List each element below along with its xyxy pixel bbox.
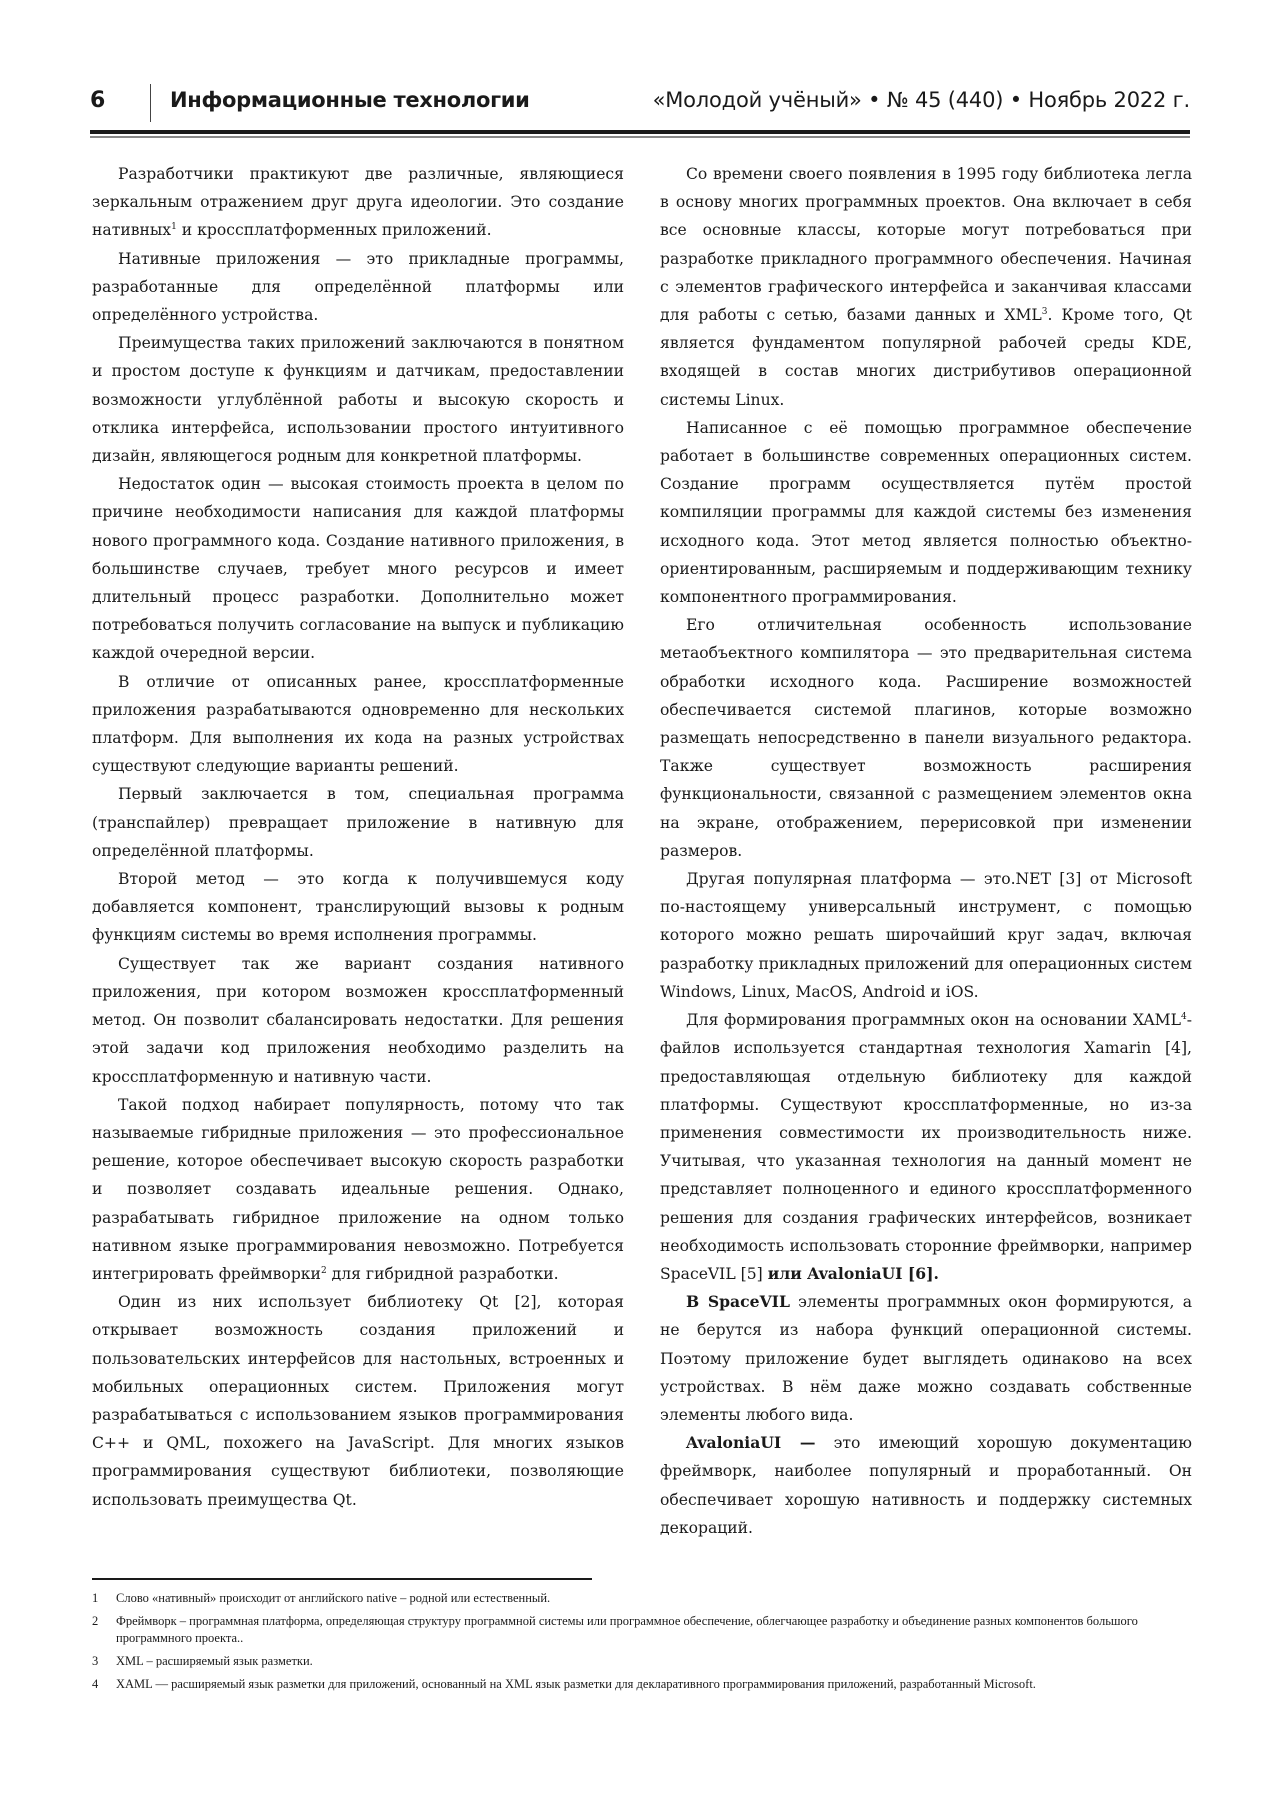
- bold-text: AvaloniaUI —: [686, 1433, 816, 1453]
- header-separator: [150, 84, 151, 122]
- paragraph: Разработчики практикуют две различные, являющиеся зеркальным отражением друг друга идеологии. Это создание нативных$^1$ и кроссплатформенных приложений.: [92, 165, 624, 240]
- paragraph: Первый заключается в том, специальная программа (транспайлер) превращает приложение в нативную для определённой платформы.: [92, 785, 624, 860]
- paragraph: Написанное с её помощью программное обеспечение работает в большинстве современных операционных систем. Создание программ осуществляется путём простой компиляции программы для каждой системы без изменения исходного кода. Этот метод является полностью объектно-ориентированным, расширяемым и поддерживающим технику компонентного программирования.: [660, 418, 1192, 607]
- footnotes: [92, 1590, 1192, 1699]
- paragraph: Такой подход набирает популярность, потому что так называемые гибридные приложения — это профессиональное решение, которое обеспечивает высокую скорость разработки и позволяет создавать идеальные решения. Однако, разрабатывать гибридное приложение на одном только нативном языке программирования невозможно. Потребуется интегрировать фреймворки$^2$ для гибридной разработки.: [92, 1095, 624, 1283]
- running-header: [90, 84, 1190, 130]
- footnote: 3 XML – расширяемый язык разметки.: [92, 1654, 313, 1668]
- paragraph: Второй метод — это когда к получившемуся коду добавляется компонент, транслирующий вызовы к родным функциям системы во время исполнения программы.: [92, 870, 624, 945]
- paragraph: Недостаток один — высокая стоимость проекта в целом по причине необходимости написания для каждой платформы нового программного кода. Создание нативного приложения, в большинстве случаев, требует много ресурсов и имеет длительный процесс разработки. Дополнительно может потребоваться получить согласование на выпуск и публикацию каждой очередной версии.: [92, 475, 624, 663]
- footnote: 4 XAML — расширяемый язык разметки для приложений, основанный на XML язык разметки для декларативного программирования приложений, разработанный Microsoft.: [92, 1677, 1036, 1691]
- left-column: [92, 160, 624, 1514]
- footnote-ref[interactable]: 3: [1041, 307, 1048, 318]
- journal-issue: «Молодой учёный» • № 45 (440) • Ноябрь 2022 г.: [652, 88, 1190, 112]
- footnote-divider: [92, 1578, 592, 1580]
- paragraph: Преимущества таких приложений заключаются в понятном и простом доступе к функциям и датчикам, предоставлении возможности углублённой работы и высокую скорость и отклика интерфейса, использовании простого интуитивного дизайн, являющегося родным для конкретной платформы.: [92, 334, 624, 466]
- paragraph: Один из них использует библиотеку Qt [2], которая открывает возможность создания приложений и пользовательских интерфейсов для настольных, встроенных и мобильных операционных систем. Приложения могут разрабатываться с использованием языков программирования C++ и QML, похожего на JavaScript. Для многих языков программирования существуют библиотеки, позволяющие использовать преимущества Qt.: [92, 1293, 624, 1509]
- header-rule-thin: [90, 136, 1190, 138]
- footnote-ref[interactable]: 4: [1180, 1012, 1187, 1023]
- paragraph: Существует так же вариант создания нативного приложения, при котором возможен кроссплатформенный метод. Он позволит сбалансировать недостатки. Для решения этой задачи код приложения необходимо разделить на кроссплатформенную и нативную части.: [92, 954, 624, 1086]
- paragraph: Для формирования программных окон на основании XAML$^4$-файлов используется стандартная технология Xamarin [4], предоставляющая отдельную библиотеку для каждой платформы. Существуют кроссплатформенные, но из-за применения совместимости их производительность ниже. Учитывая, что указанная технология на данный момент не представляет полноценного и единого кроссплатформенного решения для создания графических интерфейсов, возникает необходимость использовать сторонние фреймворки, например SpaceVIL [5] или AvaloniaUI [6].: [660, 1011, 1192, 1283]
- footnote: 2 Фреймворк – программная платформа, определяющая структуру программной системы или программное обеспечение, облегчающее разработку и объединение разных компонентов большого программного проекта..: [92, 1614, 1138, 1645]
- paragraph: В SpaceVIL элементы программных окон формируются, а не берутся из набора функций операционной системы. Поэтому приложение будет выглядеть одинаково на всех устройствах. В нём даже можно создавать собственные элементы любого вида.: [660, 1292, 1193, 1424]
- right-column: [660, 160, 1192, 1542]
- paragraph: Со времени своего появления в 1995 году библиотека легла в основу многих программных проектов. Она включает в себя все основные классы, которые могут потребоваться при разработке прикладного программного обеспечения. Начиная с элементов графического интерфейса и заканчивая классами для работы с сетью, базами данных и XML$^3$. Кроме того, Qt является фундаментом популярной рабочей среды KDE, входящей в состав многих дистрибутивов операционной системы Linux.: [660, 165, 1192, 409]
- paragraph: Другая популярная платформа — это.NET [3] от Microsoft по-настоящему универсальный инструмент, с помощью которого можно решать широчайший круг задач, включая разработку прикладных приложений для операционных систем Windows, Linux, MacOS, Android и iOS.: [660, 870, 1192, 1001]
- footnote: 1 Слово «нативный» происходит от английского native – родной или естественный.: [92, 1591, 551, 1605]
- bold-text: В SpaceVIL: [686, 1292, 790, 1312]
- page-number: 6: [90, 88, 106, 113]
- paragraph: AvaloniaUI — это имеющий хорошую документацию фреймворк, наиболее популярный и проработанный. Он обеспечивает хорошую нативность и поддержку системных декораций.: [660, 1433, 1192, 1537]
- paragraph: Нативные приложения — это прикладные программы, разработанные для определённой платформы или определённого устройства.: [92, 249, 624, 325]
- paragraph: В отличие от описанных ранее, кроссплатформенные приложения разрабатываются одновременно для нескольких платформ. Для выполнения их кода на разных устройствах существуют следующие варианты решений.: [92, 672, 624, 776]
- section-title: Информационные технологии: [170, 88, 530, 112]
- header-rule-thick: [90, 130, 1190, 134]
- footnote-ref[interactable]: 1: [171, 222, 177, 233]
- footnote-ref[interactable]: 2: [320, 1265, 327, 1276]
- bold-text: или AvaloniaUI [6].: [767, 1263, 939, 1283]
- paragraph: Его отличительная особенность использование метаобъектного компилятора — это предварительная система обработки исходного кода. Расширение возможностей обеспечивается системой плагинов, которые возможно размещать непосредственно в панели визуального редактора. Также существует возможность расширения функциональности, связанной с размещением элементов окна на экране, отображением, перерисовкой при изменении размеров.: [660, 616, 1192, 860]
